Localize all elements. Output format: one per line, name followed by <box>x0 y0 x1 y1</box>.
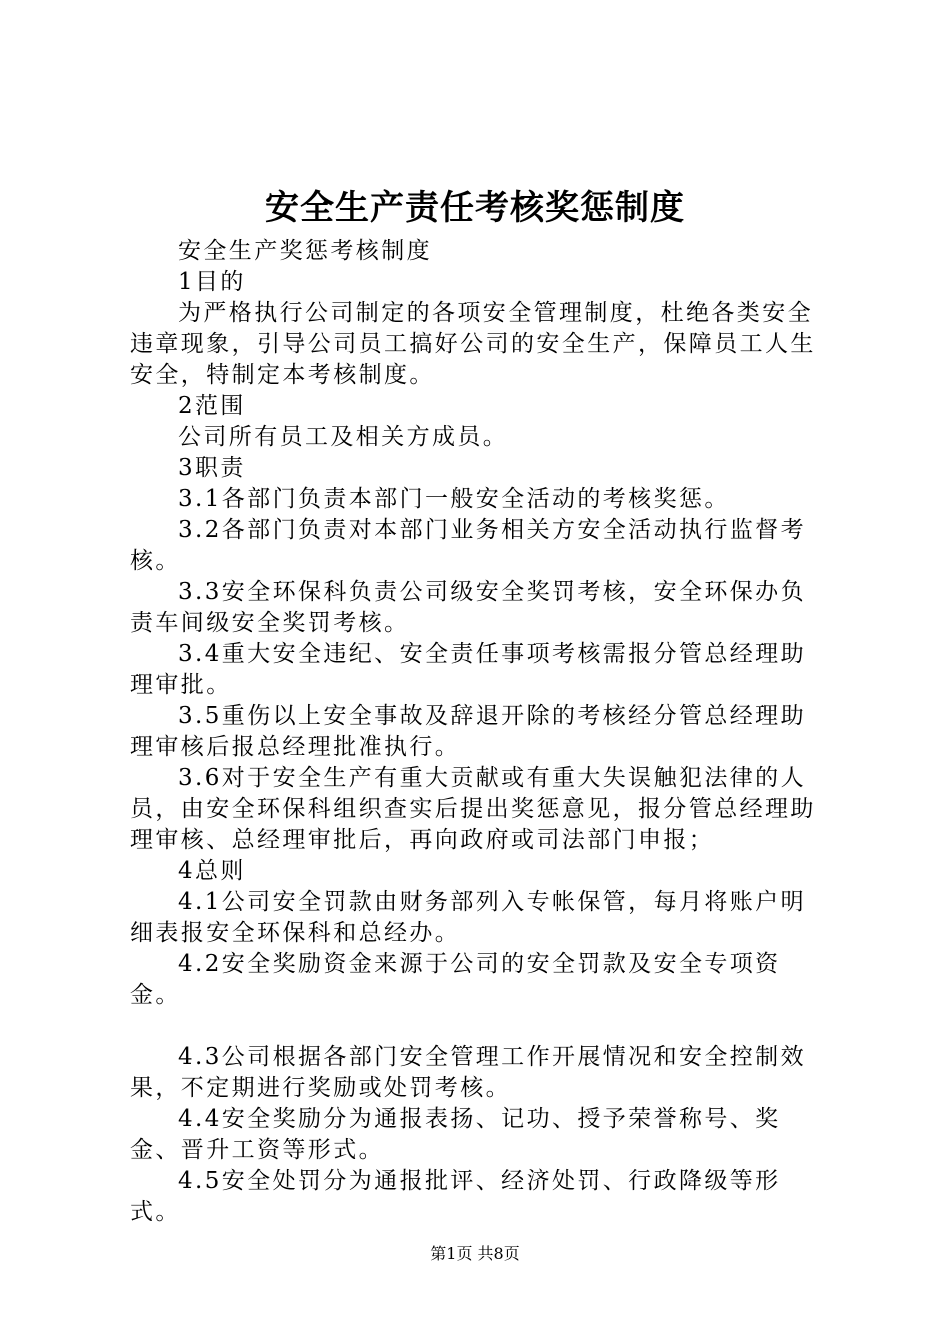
clause-3-2: 3.2各部门负责对本部门业务相关方安全活动执行监督考核。 <box>130 517 806 574</box>
clause-4-4: 4.4安全奖励分为通报表扬、记功、授予荣誉称号、奖金、晋升工资等形式。 <box>130 1106 781 1163</box>
paragraph-heading: 安全生产奖惩考核制度 <box>178 238 432 264</box>
document-title: 安全生产责任考核奖惩制度 <box>265 188 685 228</box>
clause-3-3: 3.3安全环保科负责公司级安全奖罚考核，安全环保办负责车间级安全奖罚考核。 <box>130 579 806 636</box>
clause-3-5: 3.5重伤以上安全事故及辞退开除的考核经分管总经理助理审核后报总经理批准执行。 <box>130 703 806 760</box>
section-4-heading: 4总则 <box>178 858 246 884</box>
page-footer: 第1页 共8页 <box>430 1244 520 1263</box>
section-2-text: 公司所有员工及相关方成员。 <box>178 424 509 450</box>
clause-4-5: 4.5安全处罚分为通报批评、经济处罚、行政降级等形式。 <box>130 1168 781 1225</box>
clause-3-1: 3.1各部门负责本部门一般安全活动的考核奖惩。 <box>178 486 730 512</box>
clause-4-2: 4.2安全奖励资金来源于公司的安全罚款及安全专项资金。 <box>130 951 781 1008</box>
section-1-text: 为严格执行公司制定的各项安全管理制度，杜绝各类安全违章现象，引导公司员工搞好公司的安全生产，保障员工人生安全，特制定本考核制度。 <box>130 300 816 388</box>
clause-3-6: 3.6对于安全生产有重大贡献或有重大失误触犯法律的人员，由安全环保科组织查实后提出奖惩意见，报分管总经理助理审核、总经理审批后，再向政府或司法部门申报； <box>130 765 816 853</box>
clause-4-1: 4.1公司安全罚款由财务部列入专帐保管，每月将账户明细表报安全环保科和总经办。 <box>130 889 806 946</box>
section-2-heading: 2范围 <box>178 393 246 419</box>
clause-3-4: 3.4重大安全违纪、安全责任事项考核需报分管总经理助理审批。 <box>130 641 806 698</box>
document-body <box>130 236 830 1228</box>
clause-4-3: 4.3公司根据各部门安全管理工作开展情况和安全控制效果，不定期进行奖励或处罚考核。 <box>130 1044 806 1101</box>
section-1-heading: 1目的 <box>178 269 246 295</box>
section-3-heading: 3职责 <box>178 455 246 481</box>
